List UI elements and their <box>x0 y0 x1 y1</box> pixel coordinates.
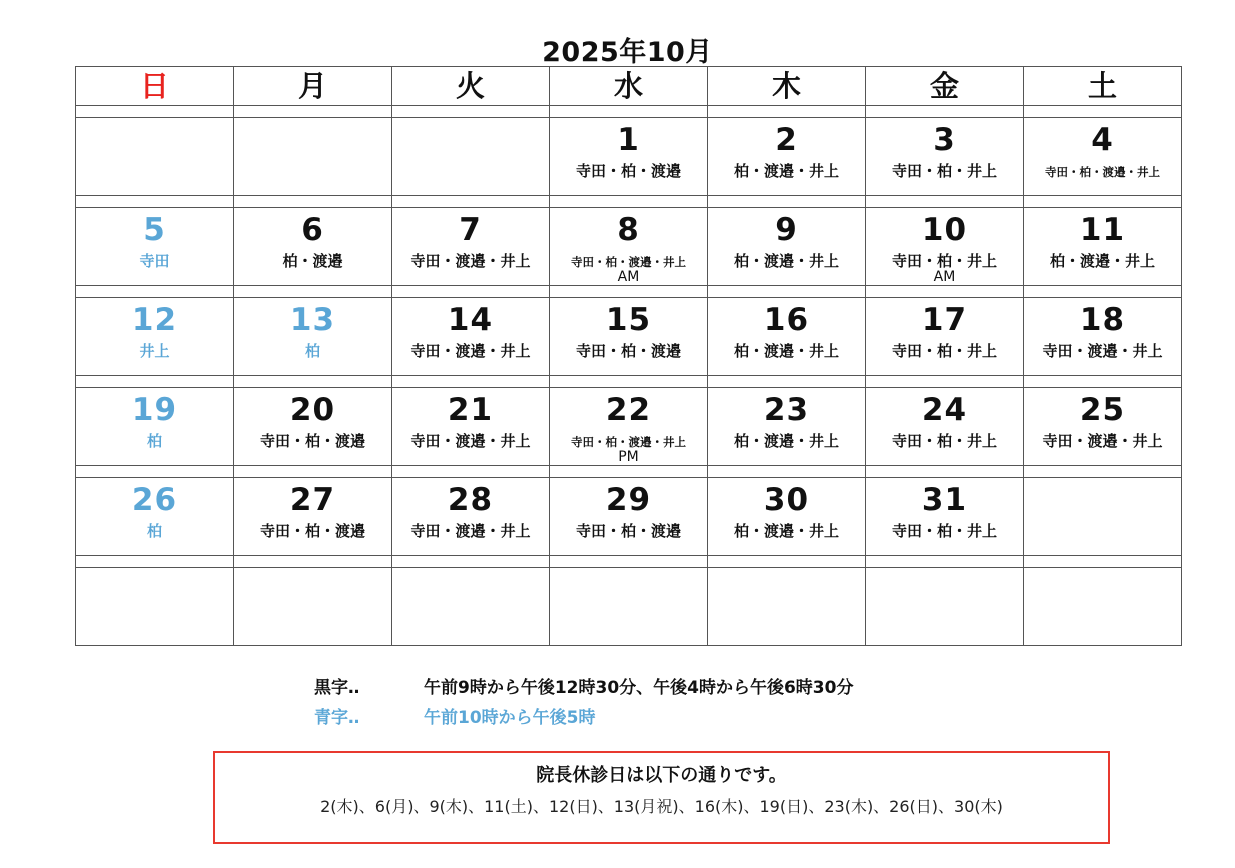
spacer-row <box>76 196 1182 208</box>
spacer-cell <box>550 466 708 478</box>
day-number: 21 <box>447 392 494 428</box>
day-cell <box>76 298 234 376</box>
spacer-cell <box>550 106 708 118</box>
day-number: 12 <box>131 302 178 338</box>
spacer-row <box>76 286 1182 298</box>
day-number: 28 <box>447 482 494 518</box>
staff-names: 寺田・渡邉・井上 <box>410 432 531 450</box>
day-number: 13 <box>289 302 336 338</box>
staff-names: 柏・渡邉・井上 <box>733 342 839 360</box>
day-number: 29 <box>605 482 652 518</box>
weekday-monday: 月 <box>234 67 392 106</box>
spacer-cell <box>866 466 1024 478</box>
staff-names: 柏 <box>304 342 320 360</box>
day-number: 3 <box>933 122 956 158</box>
staff-names: 寺田・柏・井上 <box>891 522 997 540</box>
staff-names: 柏・渡邉・井上 <box>733 162 839 180</box>
spacer-cell <box>550 376 708 388</box>
staff-names: 寺田・渡邉・井上 <box>1042 342 1163 360</box>
spacer-cell <box>708 286 866 298</box>
weekday-header-row <box>76 67 1182 106</box>
day-number: 23 <box>763 392 810 428</box>
day-number: 7 <box>459 212 482 248</box>
spacer-row <box>76 556 1182 568</box>
legend-black-label: 黒字‥ <box>314 678 360 698</box>
spacer-cell <box>550 556 708 568</box>
notice-body: 2(木)、6(月)、9(木)、11(土)、12(日)、13(月祝)、16(木)、19(日)、23(木)、26(日)、30(木) <box>320 797 1003 816</box>
spacer-cell <box>392 286 550 298</box>
staff-names: 寺田 <box>139 252 170 270</box>
staff-names: 寺田・柏・渡邉 <box>575 522 681 540</box>
staff-names: 柏・渡邉・井上 <box>733 432 839 450</box>
day-cell <box>76 568 234 646</box>
spacer-cell <box>708 106 866 118</box>
spacer-cell <box>76 556 234 568</box>
staff-names: 寺田・渡邉・井上 <box>1042 432 1163 450</box>
staff-names: 寺田・渡邉・井上 <box>410 252 531 270</box>
day-number: 24 <box>921 392 968 428</box>
weekday-friday: 金 <box>866 67 1024 106</box>
day-cell <box>392 118 550 196</box>
day-cell <box>234 568 392 646</box>
spacer-cell <box>866 286 1024 298</box>
day-number: 14 <box>447 302 494 338</box>
day-number: 19 <box>131 392 178 428</box>
day-cell <box>392 298 550 376</box>
day-cell <box>866 478 1024 556</box>
day-cell <box>234 118 392 196</box>
week-row <box>76 118 1182 196</box>
day-cell <box>866 118 1024 196</box>
day-cell <box>1024 568 1182 646</box>
spacer-row <box>76 106 1182 118</box>
spacer-cell <box>708 466 866 478</box>
day-number: 27 <box>289 482 336 518</box>
spacer-cell <box>866 556 1024 568</box>
day-number: 6 <box>301 212 324 248</box>
staff-names: 寺田・柏・渡邉 <box>259 432 365 450</box>
spacer-cell <box>76 286 234 298</box>
spacer-cell <box>866 376 1024 388</box>
spacer-row <box>76 466 1182 478</box>
spacer-cell <box>76 196 234 208</box>
week-row <box>76 208 1182 286</box>
spacer-cell <box>1024 466 1182 478</box>
spacer-cell <box>234 106 392 118</box>
shift-note: AM <box>617 269 640 285</box>
spacer-cell <box>1024 196 1182 208</box>
day-number: 9 <box>775 212 798 248</box>
day-cell <box>1024 478 1182 556</box>
day-cell <box>708 568 866 646</box>
spacer-cell <box>392 196 550 208</box>
day-cell <box>234 208 392 286</box>
closed-days-notice <box>213 751 1110 844</box>
day-cell <box>392 478 550 556</box>
spacer-cell <box>866 106 1024 118</box>
day-cell <box>708 208 866 286</box>
day-number: 4 <box>1091 122 1114 158</box>
legend-blue-text: 午前10時から午後5時 <box>424 708 596 728</box>
day-cell <box>550 118 708 196</box>
weekday-saturday: 土 <box>1024 67 1182 106</box>
day-number: 26 <box>131 482 178 518</box>
staff-names: 寺田・柏・井上 <box>891 342 997 360</box>
shift-note: AM <box>933 269 956 285</box>
weekday-tuesday: 火 <box>392 67 550 106</box>
day-cell <box>234 298 392 376</box>
day-number: 11 <box>1079 212 1126 248</box>
spacer-cell <box>550 196 708 208</box>
staff-names: 寺田・柏・渡邉・井上 <box>1045 165 1160 179</box>
spacer-cell <box>234 286 392 298</box>
week-row <box>76 298 1182 376</box>
day-number: 25 <box>1079 392 1126 428</box>
staff-names: 寺田・渡邉・井上 <box>410 342 531 360</box>
day-number: 8 <box>617 212 640 248</box>
staff-names: 柏・渡邉・井上 <box>1049 252 1155 270</box>
day-number: 30 <box>763 482 810 518</box>
staff-names: 柏・渡邉・井上 <box>733 522 839 540</box>
day-cell <box>234 478 392 556</box>
day-cell <box>1024 388 1182 466</box>
staff-names: 柏・渡邉 <box>282 252 343 270</box>
spacer-cell <box>234 556 392 568</box>
week-row <box>76 388 1182 466</box>
day-cell <box>550 208 708 286</box>
staff-names: 寺田・柏・渡邉 <box>575 162 681 180</box>
weekday-thursday: 木 <box>708 67 866 106</box>
day-cell <box>708 298 866 376</box>
spacer-cell <box>392 376 550 388</box>
staff-names: 寺田・渡邉・井上 <box>410 522 531 540</box>
staff-names: 井上 <box>139 342 170 360</box>
day-cell <box>76 208 234 286</box>
day-cell <box>1024 118 1182 196</box>
day-number: 5 <box>143 212 166 248</box>
shift-note: PM <box>618 449 639 465</box>
day-cell <box>1024 298 1182 376</box>
spacer-cell <box>1024 106 1182 118</box>
spacer-cell <box>1024 376 1182 388</box>
day-cell <box>550 478 708 556</box>
day-number: 18 <box>1079 302 1126 338</box>
day-cell <box>866 208 1024 286</box>
staff-names: 柏・渡邉・井上 <box>733 252 839 270</box>
spacer-cell <box>708 556 866 568</box>
spacer-cell <box>708 376 866 388</box>
spacer-cell <box>392 556 550 568</box>
day-cell <box>866 568 1024 646</box>
legend-blue-label: 青字‥ <box>314 708 360 728</box>
day-number: 22 <box>605 392 652 428</box>
day-number: 15 <box>605 302 652 338</box>
staff-names: 寺田・柏・井上 <box>891 162 997 180</box>
day-number: 10 <box>921 212 968 248</box>
spacer-cell <box>1024 286 1182 298</box>
calendar-title: 2025年10月 <box>542 37 713 68</box>
staff-names: 寺田・柏・渡邉 <box>575 342 681 360</box>
day-cell <box>866 298 1024 376</box>
legend-black-text: 午前9時から午後12時30分、午後4時から午後6時30分 <box>424 678 854 698</box>
spacer-row <box>76 376 1182 388</box>
day-number: 20 <box>289 392 336 428</box>
staff-names: 寺田・柏・渡邉・井上 <box>571 255 686 269</box>
weekday-wednesday: 水 <box>550 67 708 106</box>
day-number: 2 <box>775 122 798 158</box>
staff-names: 寺田・柏・井上 <box>891 252 997 270</box>
week-row <box>76 478 1182 556</box>
day-cell <box>708 388 866 466</box>
day-cell <box>234 388 392 466</box>
spacer-cell <box>76 106 234 118</box>
staff-names: 柏 <box>146 522 162 540</box>
spacer-cell <box>1024 556 1182 568</box>
spacer-cell <box>550 286 708 298</box>
day-number: 31 <box>921 482 968 518</box>
spacer-cell <box>866 196 1024 208</box>
day-number: 16 <box>763 302 810 338</box>
staff-names: 柏 <box>146 432 162 450</box>
spacer-cell <box>708 196 866 208</box>
spacer-cell <box>392 106 550 118</box>
day-cell <box>550 568 708 646</box>
spacer-cell <box>76 376 234 388</box>
day-number: 17 <box>921 302 968 338</box>
legend-blue <box>314 703 596 728</box>
day-cell <box>76 118 234 196</box>
day-cell <box>392 568 550 646</box>
legend-black <box>314 673 853 698</box>
spacer-cell <box>392 466 550 478</box>
day-cell <box>392 388 550 466</box>
spacer-cell <box>76 466 234 478</box>
week-row <box>76 568 1182 646</box>
day-cell <box>708 478 866 556</box>
day-cell <box>708 118 866 196</box>
day-cell <box>550 388 708 466</box>
day-cell <box>550 298 708 376</box>
day-cell <box>76 478 234 556</box>
day-cell <box>1024 208 1182 286</box>
weekday-sunday: 日 <box>76 67 234 106</box>
spacer-cell <box>234 196 392 208</box>
staff-names: 寺田・柏・井上 <box>891 432 997 450</box>
day-cell <box>392 208 550 286</box>
day-cell <box>866 388 1024 466</box>
spacer-cell <box>234 376 392 388</box>
staff-names: 寺田・柏・渡邉・井上 <box>571 435 686 449</box>
day-number: 1 <box>617 122 640 158</box>
notice-title: 院長休診日は以下の通りです。 <box>536 765 787 786</box>
staff-names: 寺田・柏・渡邉 <box>259 522 365 540</box>
spacer-cell <box>234 466 392 478</box>
day-cell <box>76 388 234 466</box>
calendar-grid <box>75 66 1182 646</box>
